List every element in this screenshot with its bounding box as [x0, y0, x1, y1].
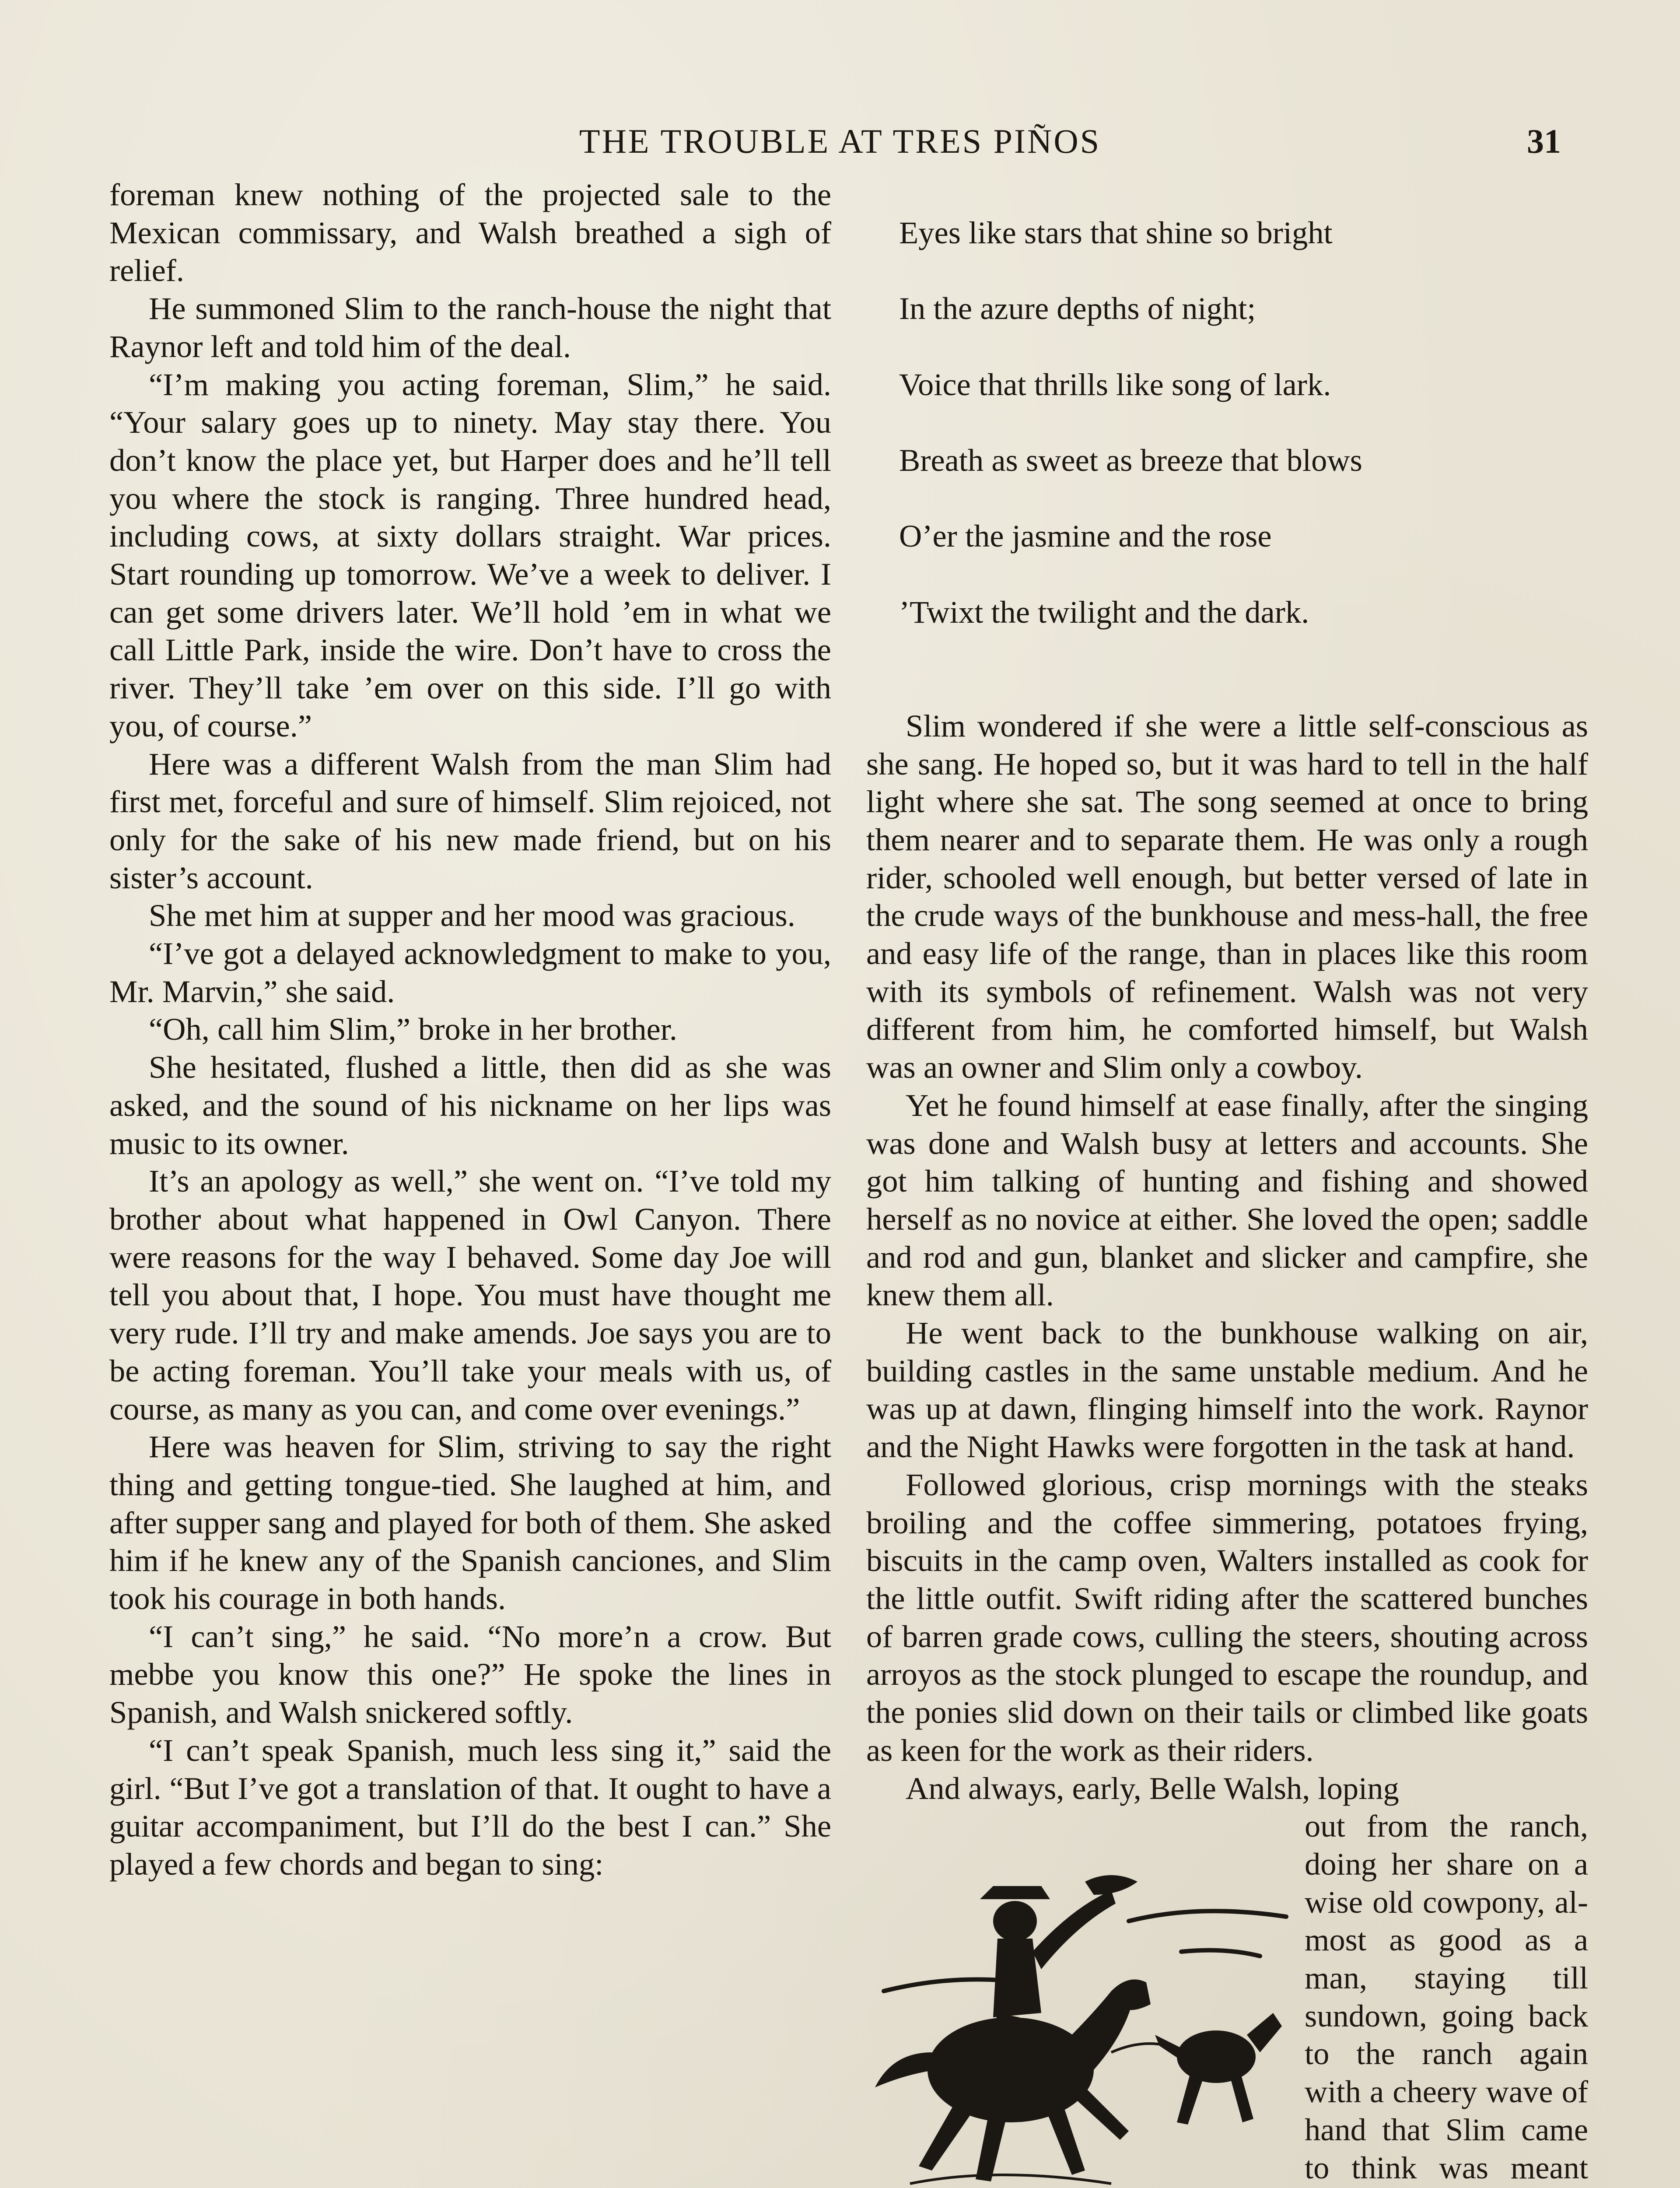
paragraph: “I’ve got a delayed acknowledgment to make to you, Mr. Marvin,” she said.: [109, 936, 831, 1009]
paragraph: And always, early, Belle Walsh, loping: [906, 1770, 1399, 1806]
song-verse: [899, 176, 1588, 669]
paragraph: “I can’t sing,” he said. “No more’n a crow. But mebbe you know this one?” He spoke the lines in Spanish, and Walsh snickered softly.: [109, 1618, 831, 1730]
paragraph: Followed glorious, crisp mornings with the steaks broiling and the coffee simmering, potatoes frying, biscuits in the camp oven, Walters installed as cook for the little outfit. Swift riding after the scattered bunches of barren grade cows, culling the steers, shouting across arroyos as the stock plunged to escape the roundup, and the ponies slid down on their tails or climbed like goats as keen for the work as their riders.: [866, 1466, 1588, 1768]
paragraph: He went back to the bunkhouse walking on air, building castles in the same unstable medium. And he was up at dawn, flinging himself into the work. Raynor and the Night Hawks were forgotten in the task at hand.: [866, 1315, 1588, 1465]
paragraph: foreman knew nothing of the projected sale to the Mexican commissary, and Walsh breathed a sigh of relief.: [109, 177, 831, 288]
horse-rider-drawing: [866, 1807, 1295, 2188]
right-column: [866, 176, 1588, 2188]
left-column: [109, 176, 831, 1883]
paragraph: Here was a different Walsh from the man Slim had first met, forceful and sure of himself. Slim rejoiced, not only for the sake of his new made friend, but on his sister’s account.: [109, 746, 831, 895]
verse-line: O’er the jasmine and the rose: [899, 518, 1272, 554]
verse-line: In the azure depths of night;: [899, 291, 1256, 326]
paragraph: “Oh, call him Slim,” broke in her brother.: [149, 1011, 678, 1047]
paragraph: She met him at supper and her mood was gracious.: [149, 898, 795, 933]
rider-illustration: [866, 1807, 1295, 2188]
running-title: THE TROUBLE AT TRES PIÑOS: [579, 122, 1101, 160]
paragraph: Slim wondered if she were a little self-conscious as she sang. He hoped so, but it was hard to tell in the half light where she sat. The song seemed at once to bring them nearer and to separate them. He was only a rough rider, schooled well enough, but better versed of late in the crude ways of the bunkhouse and mess-hall, the free and easy life of the range, than in places like this room with its symbols of refinement. Walsh was not very different from him, he comforted himself, but Walsh was an owner and Slim only a cowboy.: [866, 708, 1588, 1085]
paragraph: She hesitated, flushed a little, then did as she was asked, and the sound of his nickname on her lips was music to its owner.: [109, 1049, 831, 1161]
paragraph: It’s an apology as well,” she went on. “I’ve told my brother about what happened in Owl Canyon. There were reasons for the way I behaved. Some day Joe will tell you about that, I hope. You must have thought me very rude. I’ll try and make amends. Joe says you are to be acting foreman. You’ll take your meals with us, of course, as many as you can, and come over evenings.”: [109, 1163, 831, 1427]
verse-line: Voice that thrills like song of lark.: [899, 366, 1331, 402]
paragraph: Here was heaven for Slim, striving to say the right thing and getting tongue-tied. She laughed at him, and after supper sang and played for both of them. She asked him if he knew any of the Spanish canciones, and Slim took his courage in both hands.: [109, 1429, 831, 1616]
paragraph: Yet he found himself at ease finally, after the singing was done and Walsh busy at letters and accounts. She got him talking of hunting and fishing and showed herself as no novice at either. She loved the open; saddle and rod and gun, blanket and slicker and campfire, she knew them all.: [866, 1087, 1588, 1313]
paragraph: “I can’t speak Spanish, much less sing it,” said the girl. “But I’ve got a translation of that. It ought to have a guitar accompaniment, but I’ll do the best I can.” She played a few chords and began to sing:: [109, 1732, 831, 1882]
verse-line: ’Twixt the twilight and the dark.: [899, 594, 1309, 630]
paragraph: “I’m making you acting foreman, Slim,” he said. “Your salary goes up to ninety. May stay there. You don’t know the place yet, but Harper does and he’ll tell you where the stock is ranging. Three hundred head, including cows, at sixty dollars straight. War prices. Start rounding up tomorrow. We’ve a week to deliver. I can get some drivers later. We’ll hold ’em in what we call Little Park, inside the wire. Don’t have to cross the river. They’ll take ’em over on this side. I’ll go with you, of course.”: [109, 366, 831, 743]
verse-line: Eyes like stars that shine so bright: [899, 214, 1333, 250]
page-number: 31: [1527, 122, 1561, 160]
paragraph: He summoned Slim to the ranch-house the night that Raynor left and told him of the deal.: [109, 291, 831, 364]
paragraph: out from the ranch, doing her share on a wise old cowpony, almost as good as a man, staying till sundown, going back to the ranch again with a cheery wave of hand that Slim came to think was meant: [1305, 1808, 1588, 2185]
verse-line: Breath as sweet as breeze that blows: [899, 442, 1362, 478]
